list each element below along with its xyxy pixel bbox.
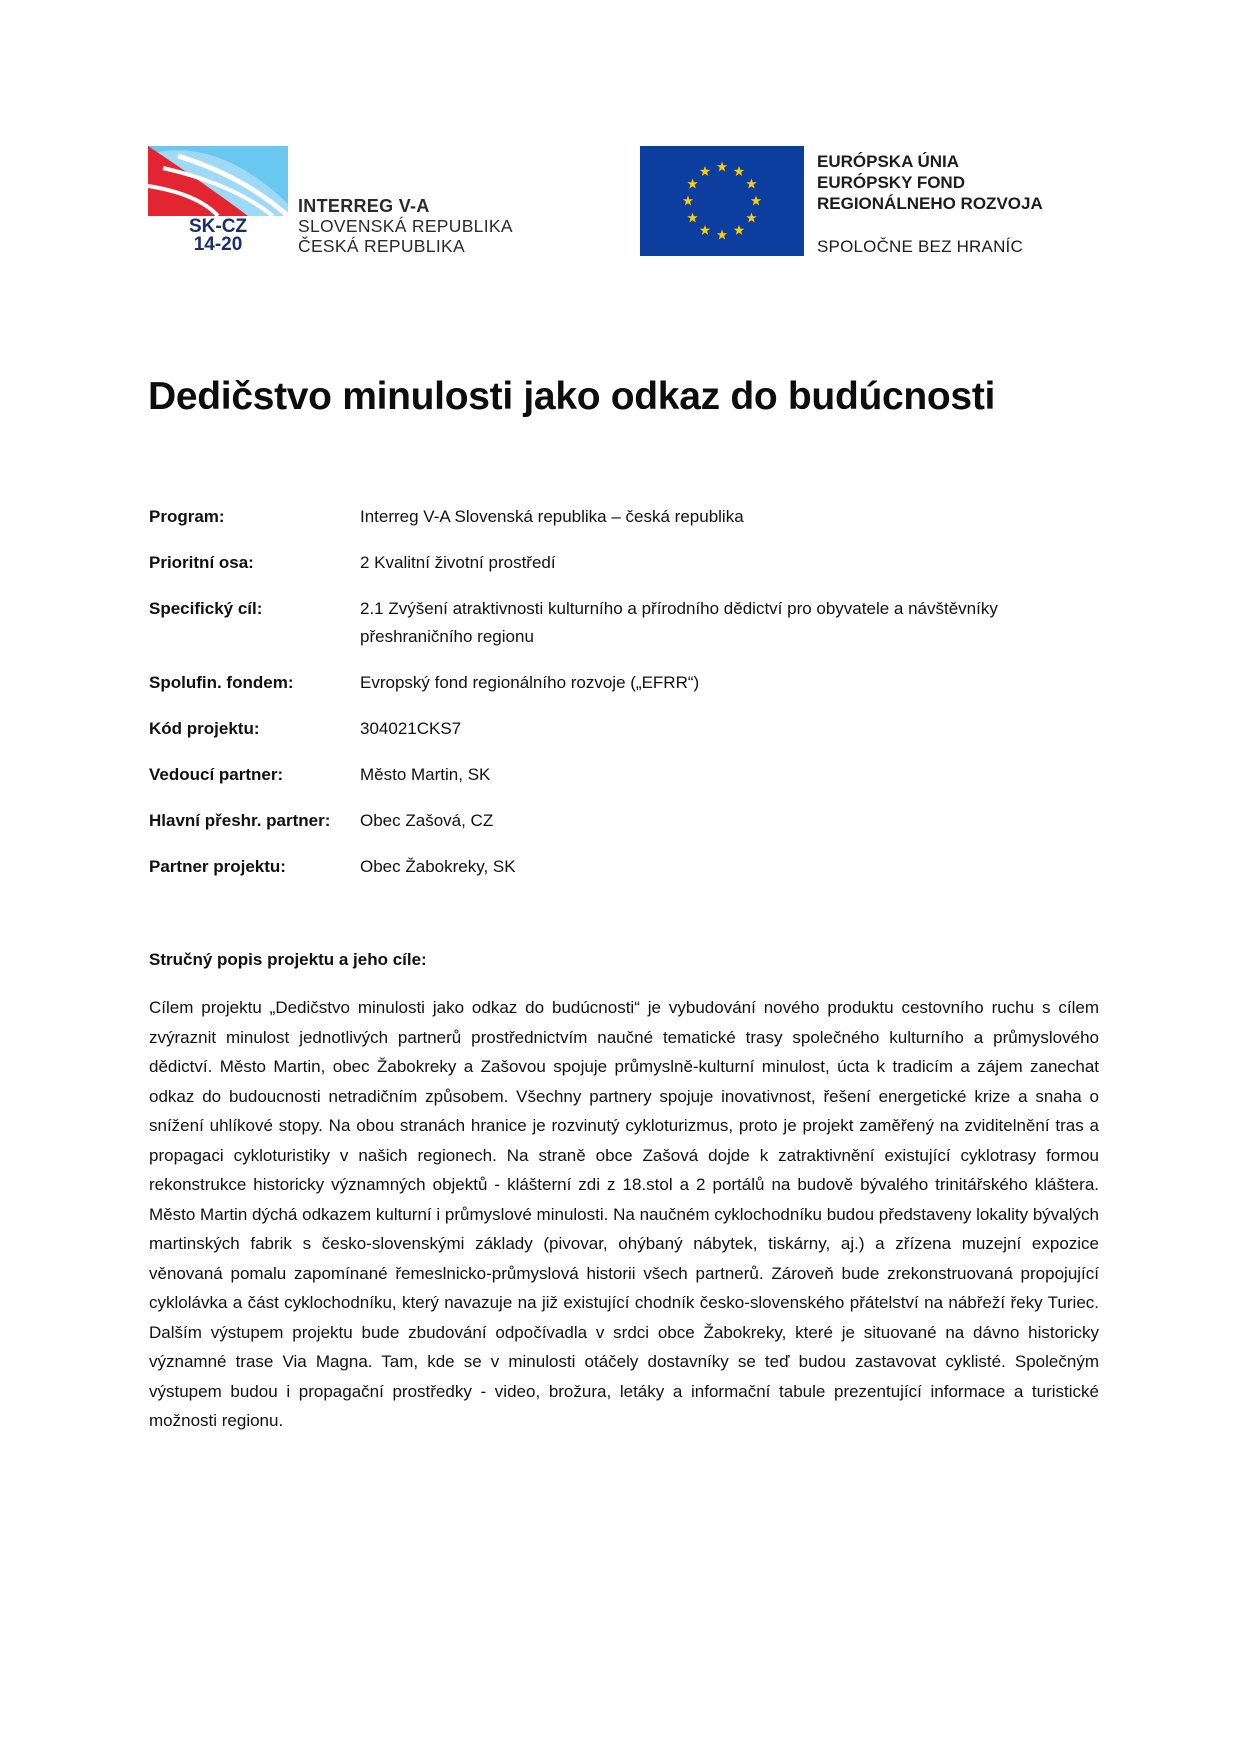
project-info-table [149,503,1099,899]
info-row-fund [149,669,1099,697]
info-value: 304021CKS7 [360,719,462,738]
eu-motto: SPOLOČNE BEZ HRANÍC [817,237,1023,256]
eu-logo [640,146,1100,264]
info-row-project-partner [149,853,1099,881]
interreg-country-cz: ČESKÁ REPUBLIKA [298,236,465,256]
summary-paragraph: Cílem projektu „Dedičstvo minulosti jako odkaz do budúcnosti“ je vybudování nového produktu cestovního ruchu s cílem zvýraznit minulost jednotlivých partnerů prostřednictvím naučné tematické trasy společného kulturního a průmyslového dědictví. Město Martin, obec Žabokreky a Zašovou spojuje průmyslně-kulturní minulost, úcta k tradicím a zájem zanechat odkaz do budoucnosti netradičním způsobem. Všechny partnery spojuje inovativnost, řešení energetické krize a snaha o snížení uhlíkové stopy. Na obou stranách hranice je rozvinutý cykloturizmus, proto je projekt zaměřený na zviditelnění tras a propagaci cykloturistiky v našich regionech. Na straně obce Zašová dojde k zatraktivnění existující cyklotrasy formou rekonstrukce historicky významných objektů - klášterní zdi z 18.stol a 2 portálů na budově bývalého trinitářského kláštera. Město Martin dýchá odkazem kulturní i průmyslové minulosti. Na naučném cyklochodníku budou představeny lokality bývalých martinských fabrik s česko-slovenskými základy (pivovar, ohýbaný nábytek, tiskárny, aj.) a zřízena muzejní expozice věnovaná pomalu zapomínané řemeslnicko-průmyslová historii všech partnerů. Zároveň bude zrekonstruovaná propojující cyklolávka a část cyklochodníku, který navazuje na již existující chodník česko-slovenského přátelství na nábřeží řeky Turiec. Dalším výstupem projektu bude zbudování odpočívadla v srdci obce Žabokreky, které je situované na dávno historicky významné trase Via Magna. Tam, kde se v minulosti otáčely dostavníky se teď budou zastavovat cyklisté. Společným výstupem budou i propagační prostředky - video, brožura, letáky a informační tabule prezentující informace a turistické možnosti regionu. [149,998,1099,1430]
eu-flag-icon [640,146,804,256]
summary-heading: Stručný popis projektu a jeho cíle: [149,950,427,969]
info-label: Vedoucí partner: [149,765,284,784]
interreg-code-line1: SK-CZ [188,216,248,237]
info-label: Partner projektu: [149,857,286,876]
info-value: 2 Kvalitní životní prostředí [360,553,556,572]
info-row-program [149,503,1099,531]
eu-text [817,151,1043,257]
info-row-project-code [149,715,1099,743]
info-row-lead-partner [149,761,1099,789]
interreg-name: INTERREG V-A [298,196,430,216]
info-value: Evropský fond regionálního rozvoje („EFRR“) [360,673,700,692]
info-label: Specifický cíl: [149,599,263,618]
interreg-text [298,196,513,256]
interreg-country-sk: SLOVENSKÁ REPUBLIKA [298,216,513,236]
info-label: Hlavní přeshr. partner: [149,811,331,830]
info-row-main-partner [149,807,1099,835]
eu-line1: EURÓPSKA ÚNIA [817,152,959,171]
info-value: Město Martin, SK [360,765,491,784]
eu-line3: REGIONÁLNEHO ROZVOJA [817,194,1043,213]
interreg-code-line2: 14-20 [193,234,243,255]
interreg-logo [148,146,578,266]
info-label: Kód projektu: [149,719,260,738]
info-value: 2.1 Zvýšení atraktivnosti kulturního a přírodního dědictví pro obyvatele a návštěvníky přeshraničního regionu [360,599,998,646]
page-title: Dedičstvo minulosti jako odkaz do budúcnosti [148,375,996,418]
eu-line2: EURÓPSKY FOND [817,173,965,192]
info-value: Obec Zašová, CZ [360,811,494,830]
info-value: Interreg V-A Slovenská republika – česká republika [360,507,744,526]
info-row-priority-axis [149,549,1099,577]
info-row-specific-goal [149,595,1099,651]
info-value: Obec Žabokreky, SK [360,857,516,876]
interreg-code [148,218,288,254]
info-label: Prioritní osa: [149,553,254,572]
info-label: Spolufin. fondem: [149,673,294,692]
info-label: Program: [149,507,225,526]
